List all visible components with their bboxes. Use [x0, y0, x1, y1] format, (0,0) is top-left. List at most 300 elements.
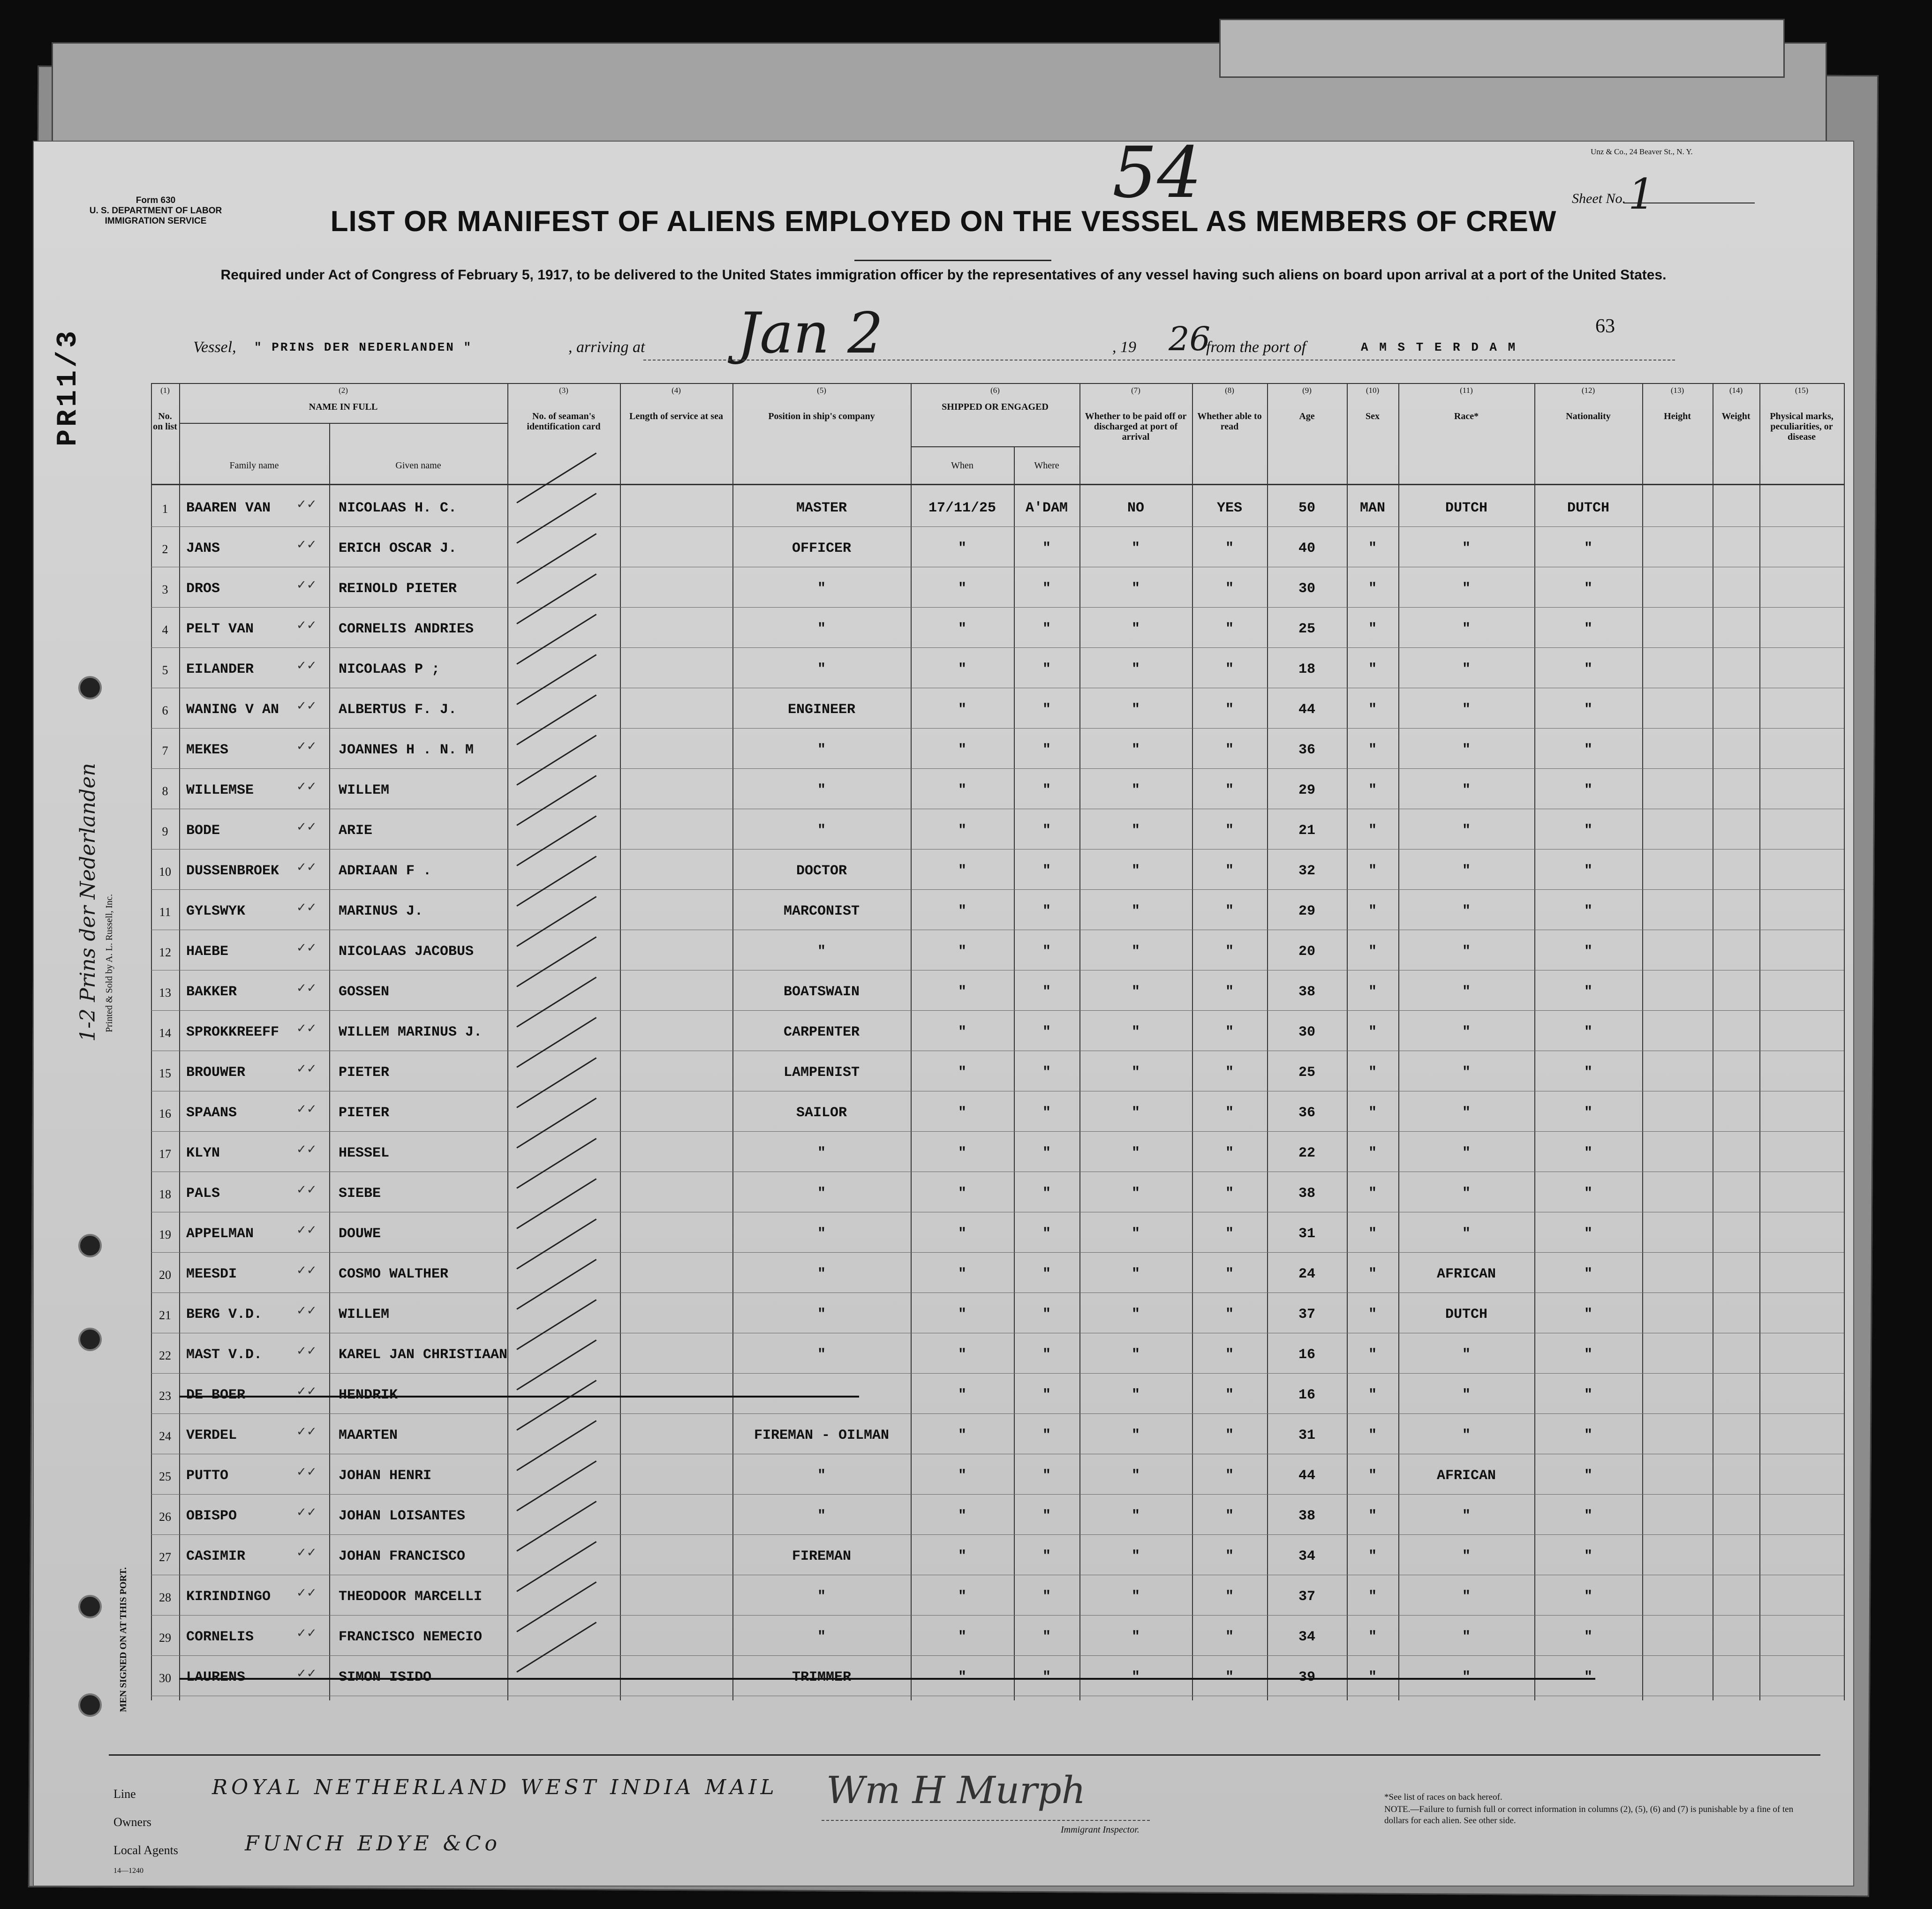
binder-hole [78, 1328, 102, 1351]
shipped-where: A'DAM [1025, 500, 1068, 516]
family-name: BERG V.D. [186, 1307, 263, 1323]
paid-off: " [1131, 1428, 1140, 1443]
form-small: 14—1240 [113, 1867, 143, 1875]
age: 24 [1298, 1266, 1315, 1282]
position: FIREMAN - OILMAN [754, 1428, 890, 1443]
subheader-where: Where [1034, 460, 1059, 471]
paid-off: " [1131, 1387, 1140, 1403]
line-number: 9 [162, 825, 168, 838]
shipped-where: " [1042, 1024, 1051, 1040]
age: 34 [1298, 1548, 1315, 1564]
check-marks: ✓✓ [296, 538, 317, 552]
paid-off: " [1131, 1508, 1140, 1524]
given-name: HESSEL [339, 1145, 390, 1161]
family-name: LAURENS [186, 1669, 246, 1685]
sex: " [1368, 1589, 1377, 1605]
column-rule [179, 383, 180, 1700]
line-value: ROYAL NETHERLAND WEST INDIA MAIL [212, 1775, 778, 1799]
nationality: " [1584, 903, 1592, 919]
shipped-where: " [1042, 702, 1051, 718]
line-number: 27 [159, 1550, 171, 1564]
position: CARPENTER [783, 1024, 860, 1040]
paid-off: " [1131, 1186, 1140, 1202]
line-number: 17 [159, 1147, 171, 1161]
nationality: DUTCH [1567, 500, 1609, 516]
race: " [1462, 782, 1471, 798]
family-name: BROUWER [186, 1065, 246, 1081]
id-card-check [516, 1097, 596, 1149]
nationality: " [1584, 1669, 1592, 1685]
paid-off: " [1131, 1105, 1140, 1121]
age: 36 [1298, 1105, 1315, 1121]
able-to-read: " [1225, 1266, 1234, 1282]
row-rule [151, 728, 1844, 729]
position: BOATSWAIN [783, 984, 860, 1000]
nationality: " [1584, 1629, 1592, 1645]
check-marks: ✓✓ [296, 618, 317, 632]
given-name: NICOLAAS P ; [339, 661, 440, 677]
able-to-read: " [1225, 661, 1234, 677]
shipped-where: " [1042, 782, 1051, 798]
shipped-when: " [958, 984, 966, 1000]
line-number: 18 [159, 1187, 171, 1201]
shipped-when: " [958, 1428, 966, 1443]
given-name: KAREL JAN CHRISTIAAN [339, 1347, 508, 1363]
age: 44 [1298, 702, 1315, 718]
sex: " [1368, 863, 1377, 879]
given-name: ARIE [339, 823, 373, 839]
owners-label: Owners [113, 1815, 151, 1829]
shipped-when: " [958, 1508, 966, 1524]
nationality: " [1584, 1065, 1592, 1081]
row-rule [151, 1252, 1844, 1253]
age: 31 [1298, 1226, 1315, 1242]
given-name: MAARTEN [339, 1428, 398, 1443]
page-subtitle: Required under Act of Congress of February 5, 1917, to be delivered to the United States immigration officer by the representatives of any vessel having such aliens on board upon arrival at a port of the United States. [220, 267, 1667, 283]
id-card-check [516, 1541, 596, 1592]
line-number: 19 [159, 1228, 171, 1241]
shipped-when: " [958, 1186, 966, 1202]
column-number: (12) [1581, 386, 1595, 395]
shipped-when: " [958, 621, 966, 637]
race: " [1462, 823, 1471, 839]
id-card-check [516, 1339, 596, 1390]
given-name: REINOLD PIETER [339, 581, 457, 597]
race: " [1462, 1669, 1471, 1685]
sex: MAN [1359, 500, 1385, 516]
nationality: " [1584, 1145, 1592, 1161]
check-marks: ✓✓ [296, 1586, 317, 1600]
position: " [817, 1508, 826, 1524]
sex: " [1368, 1669, 1377, 1685]
nationality: " [1584, 984, 1592, 1000]
from-port-label: from the port of [1206, 338, 1306, 356]
able-to-read: " [1225, 1226, 1234, 1242]
nationality: " [1584, 621, 1592, 637]
column-rule [1759, 383, 1760, 1700]
family-name: PALS [186, 1186, 220, 1202]
shipped-when: " [958, 1226, 966, 1242]
binder-hole [78, 676, 102, 699]
race: " [1462, 1428, 1471, 1443]
shipped-where: " [1042, 944, 1051, 960]
line-number: 16 [159, 1107, 171, 1120]
given-name: DOUWE [339, 1226, 381, 1242]
subheader-when: When [951, 460, 974, 471]
able-to-read: " [1225, 1468, 1234, 1484]
shipped-where: " [1042, 1508, 1051, 1524]
given-name: ERICH OSCAR J. [339, 541, 457, 556]
strike-through [179, 1678, 1595, 1680]
shipped-where: " [1042, 1468, 1051, 1484]
column-number: (1) [160, 386, 170, 395]
sex: " [1368, 541, 1377, 556]
check-marks: ✓✓ [296, 1626, 317, 1640]
position: " [817, 823, 826, 839]
check-marks: ✓✓ [296, 1263, 317, 1278]
shipped-where: " [1042, 661, 1051, 677]
column-header: No. on list [153, 411, 177, 432]
position: ENGINEER [787, 702, 856, 718]
shipped-where: " [1042, 984, 1051, 1000]
able-to-read: " [1225, 1024, 1234, 1040]
family-name: PUTTO [186, 1468, 229, 1484]
line-number: 10 [159, 865, 171, 879]
family-name: SPROKKREEFF [186, 1024, 279, 1040]
position: " [817, 1307, 826, 1323]
shipped-where: " [1042, 1307, 1051, 1323]
nationality: " [1584, 823, 1592, 839]
position: SAILOR [796, 1105, 847, 1121]
id-card-check [516, 533, 596, 584]
shipped-where: " [1042, 1065, 1051, 1081]
given-name: WILLEM [339, 1307, 390, 1323]
shipped-when: " [958, 541, 966, 556]
line-number: 11 [159, 905, 171, 919]
column-header: Nationality [1566, 411, 1611, 421]
age: 16 [1298, 1387, 1315, 1403]
paid-off: " [1131, 1347, 1140, 1363]
shipped-where: " [1042, 541, 1051, 556]
race: " [1462, 742, 1471, 758]
id-card-check [516, 1460, 596, 1511]
position: MARCONIST [783, 903, 860, 919]
line-number: 12 [159, 946, 171, 959]
column-header: Position in ship's company [768, 411, 875, 421]
id-card-check [516, 735, 596, 786]
id-card-check [516, 1057, 596, 1108]
race: " [1462, 661, 1471, 677]
sex: " [1368, 1629, 1377, 1645]
nationality: " [1584, 1468, 1592, 1484]
age: 39 [1298, 1669, 1315, 1685]
column-header: Physical marks, peculiarities, or disease [1770, 411, 1834, 442]
sheet-number: 1 [1628, 170, 1655, 219]
check-marks: ✓✓ [296, 1142, 317, 1157]
age: 34 [1298, 1629, 1315, 1645]
race: " [1462, 903, 1471, 919]
sex: " [1368, 1065, 1377, 1081]
given-name: HENDRIK [339, 1387, 398, 1403]
position: OFFICER [792, 541, 852, 556]
race: " [1462, 863, 1471, 879]
family-name: SPAANS [186, 1105, 237, 1121]
age: 50 [1298, 500, 1315, 516]
id-card-check [516, 1420, 596, 1471]
id-card-check [516, 1138, 596, 1189]
id-card-check [516, 1380, 596, 1431]
able-to-read: " [1225, 1387, 1234, 1403]
race: DUTCH [1445, 500, 1487, 516]
paid-off: " [1131, 823, 1140, 839]
family-name: EILANDER [186, 661, 254, 677]
age: 16 [1298, 1347, 1315, 1363]
column-number: (10) [1366, 386, 1380, 395]
line-number: 22 [159, 1349, 171, 1362]
shipped-when: " [958, 1468, 966, 1484]
race-note: *See list of races on back hereof. [1384, 1792, 1502, 1802]
nationality: " [1584, 1387, 1592, 1403]
family-name: MEESDI [186, 1266, 237, 1282]
paid-off: " [1131, 1589, 1140, 1605]
column-rule [507, 383, 508, 1700]
family-name: WILLEMSE [186, 782, 254, 798]
race: " [1462, 581, 1471, 597]
nationality: " [1584, 702, 1592, 718]
id-card-check [516, 1581, 596, 1632]
id-card-check [516, 614, 596, 665]
shipped-where: " [1042, 1428, 1051, 1443]
name-sub-rule [179, 423, 507, 424]
able-to-read: " [1225, 1428, 1234, 1443]
column-number: (2) [339, 386, 348, 395]
sex: " [1368, 1186, 1377, 1202]
able-to-read: " [1225, 1065, 1234, 1081]
shipped-where: " [1042, 1105, 1051, 1121]
given-name: COSMO WALTHER [339, 1266, 449, 1282]
position: " [817, 581, 826, 597]
row-rule [151, 889, 1844, 890]
race: AFRICAN [1436, 1266, 1496, 1282]
given-name: JOHAN LOISANTES [339, 1508, 466, 1524]
paid-off: " [1131, 1145, 1140, 1161]
age: 32 [1298, 863, 1315, 879]
age: 21 [1298, 823, 1315, 839]
check-marks: ✓✓ [296, 860, 317, 874]
nationality: " [1584, 1307, 1592, 1323]
shipped-when: " [958, 1387, 966, 1403]
row-rule [151, 647, 1844, 648]
margin-handwriting: 1-2 Prins der Nederlanden [76, 763, 100, 1042]
check-marks: ✓✓ [296, 901, 317, 915]
age: 29 [1298, 903, 1315, 919]
signature-rule [822, 1820, 1150, 1821]
check-marks: ✓✓ [296, 1102, 317, 1116]
family-name: KLYN [186, 1145, 220, 1161]
nationality: " [1584, 1548, 1592, 1564]
given-name: WILLEM MARINUS J. [339, 1024, 483, 1040]
age: 30 [1298, 581, 1315, 597]
id-card-check [516, 815, 596, 866]
sex: " [1368, 1428, 1377, 1443]
shipped-when: " [958, 1629, 966, 1645]
row-rule [151, 1413, 1844, 1414]
able-to-read: " [1225, 702, 1234, 718]
column-header: Whether to be paid off or discharged at port of arrival [1085, 411, 1187, 442]
check-marks: ✓✓ [296, 1505, 317, 1519]
nationality: " [1584, 1024, 1592, 1040]
line-number: 26 [159, 1510, 171, 1524]
family-name: BAKKER [186, 984, 237, 1000]
column-rule [1642, 383, 1643, 1700]
paid-off: " [1131, 1024, 1140, 1040]
shipped-when: " [958, 903, 966, 919]
shipped-where: " [1042, 581, 1051, 597]
line-number: 8 [162, 784, 168, 798]
able-to-read: YES [1216, 500, 1242, 516]
age: 18 [1298, 661, 1315, 677]
shipped-where: " [1042, 1669, 1051, 1685]
race: " [1462, 1387, 1471, 1403]
check-marks: ✓✓ [296, 1022, 317, 1036]
check-marks: ✓✓ [296, 578, 317, 592]
arriving-label: , arriving at [568, 338, 645, 356]
column-number: (9) [1302, 386, 1312, 395]
age: 38 [1298, 1508, 1315, 1524]
id-card-check [516, 1622, 596, 1673]
nationality: " [1584, 1186, 1592, 1202]
shipped-where: " [1042, 1589, 1051, 1605]
age: 37 [1298, 1307, 1315, 1323]
paid-off: " [1131, 1629, 1140, 1645]
family-name: MEKES [186, 742, 229, 758]
agents-label: Local Agents [113, 1843, 178, 1857]
shipped-when: " [958, 1589, 966, 1605]
race: " [1462, 1186, 1471, 1202]
given-name: SIEBE [339, 1186, 381, 1202]
family-name: CORNELIS [186, 1629, 254, 1645]
check-marks: ✓✓ [296, 1546, 317, 1560]
shipped-when: " [958, 1105, 966, 1121]
column-number: (11) [1460, 386, 1473, 395]
position: LAMPENIST [783, 1065, 860, 1081]
shipped-when: " [958, 863, 966, 879]
race: " [1462, 1226, 1471, 1242]
given-name: PIETER [339, 1065, 390, 1081]
line-number: 24 [159, 1429, 171, 1443]
shipped-when: " [958, 1024, 966, 1040]
nationality: " [1584, 1589, 1592, 1605]
check-marks: ✓✓ [296, 497, 317, 511]
family-name: GYLSWYK [186, 903, 246, 919]
line-number: 28 [159, 1591, 171, 1604]
nationality: " [1584, 1266, 1592, 1282]
column-number: (15) [1795, 386, 1809, 395]
given-name: GOSSEN [339, 984, 390, 1000]
age: 37 [1298, 1589, 1315, 1605]
position: " [817, 1468, 826, 1484]
paid-off: NO [1127, 500, 1144, 516]
position: " [817, 1629, 826, 1645]
row-rule [151, 1655, 1844, 1656]
given-name: MARINUS J. [339, 903, 423, 919]
row-rule [151, 768, 1844, 769]
vessel-label: Vessel, [193, 338, 236, 356]
paid-off: " [1131, 984, 1140, 1000]
check-marks: ✓✓ [296, 699, 317, 713]
paid-off: " [1131, 541, 1140, 556]
family-name: KIRINDINGO [186, 1589, 271, 1605]
row-rule [151, 1131, 1844, 1132]
nationality: " [1584, 1428, 1592, 1443]
given-name: CORNELIS ANDRIES [339, 621, 474, 637]
check-marks: ✓✓ [296, 941, 317, 955]
row-rule [151, 1494, 1844, 1495]
family-name: BAAREN VAN [186, 500, 271, 516]
binder-hole [78, 1693, 102, 1717]
column-number: (14) [1729, 386, 1743, 395]
nationality: " [1584, 1105, 1592, 1121]
line-number: 21 [159, 1308, 171, 1322]
paid-off: " [1131, 1065, 1140, 1081]
sex: " [1368, 903, 1377, 919]
sex: " [1368, 782, 1377, 798]
given-name: SIMON ISIDO [339, 1669, 432, 1685]
paid-off: " [1131, 1669, 1140, 1685]
given-name: ADRIAAN F . [339, 863, 432, 879]
column-header: Weight [1721, 411, 1751, 421]
able-to-read: " [1225, 1186, 1234, 1202]
shipped-where: " [1042, 621, 1051, 637]
race: " [1462, 1024, 1471, 1040]
able-to-read: " [1225, 621, 1234, 637]
given-name: WILLEM [339, 782, 390, 798]
able-to-read: " [1225, 742, 1234, 758]
sex: " [1368, 1387, 1377, 1403]
position: " [817, 944, 826, 960]
id-card-check [516, 654, 596, 705]
subheader-given-name: Given name [395, 460, 441, 471]
shipped-where: " [1042, 1629, 1051, 1645]
position: " [817, 1145, 826, 1161]
race: DUTCH [1445, 1307, 1487, 1323]
nationality: " [1584, 944, 1592, 960]
sex: " [1368, 984, 1377, 1000]
family-name: VERDEL [186, 1428, 237, 1443]
nationality: " [1584, 742, 1592, 758]
age: 30 [1298, 1024, 1315, 1040]
id-card-check [516, 936, 596, 987]
age: 40 [1298, 541, 1315, 556]
position: " [817, 782, 826, 798]
extra-number: 63 [1595, 316, 1615, 337]
age: 20 [1298, 944, 1315, 960]
agents-value: FUNCH EDYE &Co [245, 1832, 501, 1856]
signed-on-label: MEN SIGNED ON AT THIS PORT. [118, 1567, 128, 1712]
able-to-read: " [1225, 1589, 1234, 1605]
given-name: ALBERTUS F. J. [339, 702, 457, 718]
position: " [817, 1347, 826, 1363]
id-card-check [516, 1218, 596, 1270]
shipped-when: " [958, 661, 966, 677]
row-rule [151, 1615, 1844, 1616]
paid-off: " [1131, 782, 1140, 798]
position: " [817, 661, 826, 677]
race: " [1462, 1105, 1471, 1121]
id-card-check [516, 775, 596, 826]
shipped-when: " [958, 1548, 966, 1564]
line-number: 13 [159, 986, 171, 1000]
